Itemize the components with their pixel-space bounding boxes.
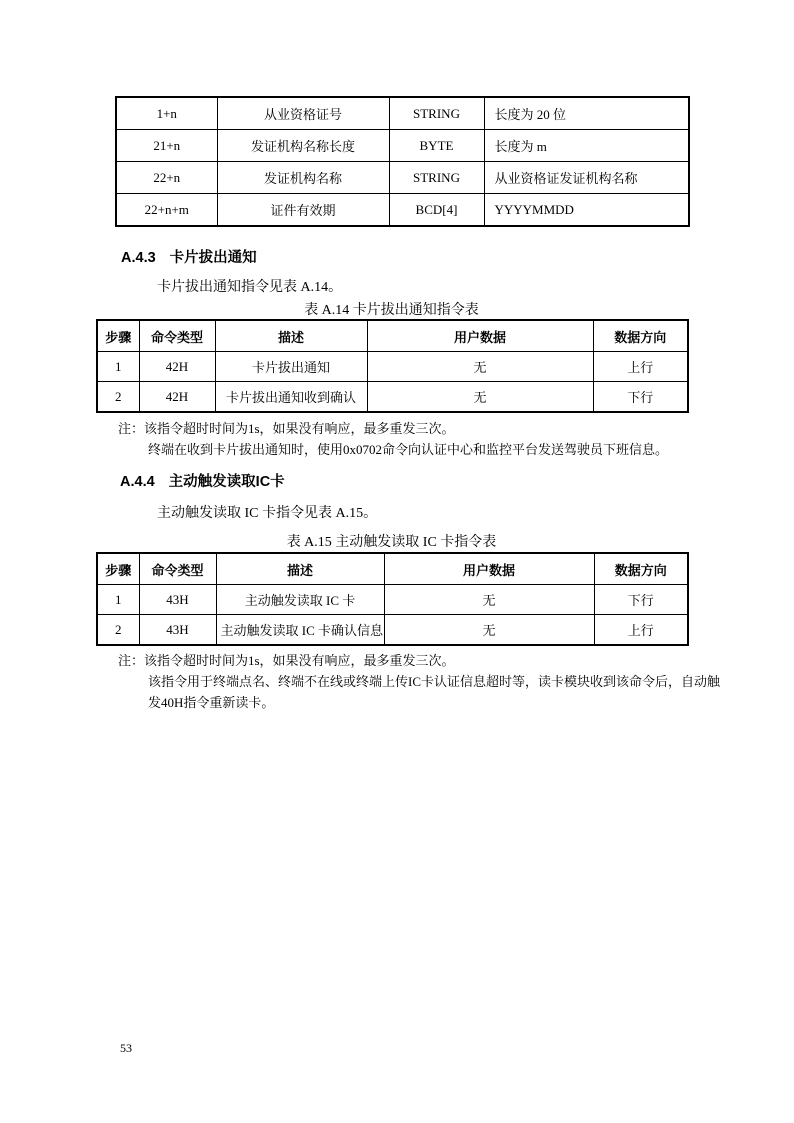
table-a14-caption: 表 A.14 卡片拔出通知指令表 [304,303,479,318]
field-type: BYTE [389,130,484,162]
table-a14-note-line2: 终端在收到卡片拔出通知时，使用0x0702命令向认证中心和监控平台发送驾驶员下班信息。 [148,442,669,457]
col-header-description: 描述 [215,320,367,352]
table-row [116,97,689,130]
section-heading-a44 [120,470,285,491]
field-type: STRING [389,162,484,194]
col-header-cmd-type: 命令类型 [139,320,215,352]
table-a14 [96,319,689,413]
col-header-description: 描述 [216,553,384,585]
section-number: A.4.4 [120,474,155,490]
table-a15-note-line1: 注：该指令超时时间为1s，如果没有响应，最多重发三次。 [118,653,455,668]
cell-step: 2 [97,615,139,646]
table-header-row [97,320,688,352]
cell-cmd-type: 42H [139,352,215,382]
field-name: 从业资格证号 [217,97,389,130]
page-number: 53 [120,1041,132,1055]
cell-cmd-type: 43H [139,585,216,615]
cell-description: 卡片拔出通知收到确认 [215,382,367,413]
table-a15-note-line2: 该指令用于终端点名、终端不在线或终端上传IC卡认证信息超时等，读卡模块收到该命令后，自动触 [148,674,721,689]
cell-description: 卡片拔出通知 [215,352,367,382]
table-a15 [96,552,689,646]
field-definition-table [115,96,690,227]
cell-step: 1 [97,352,139,382]
section-a43-intro: 卡片拔出通知指令见表 A.14。 [157,280,343,295]
field-desc: 长度为 m [484,130,689,162]
section-a44-intro: 主动触发读取 IC 卡指令见表 A.15。 [157,506,378,521]
col-header-user-data: 用户数据 [384,553,594,585]
section-heading-a43 [121,246,257,267]
table-a14-note-line1: 注：该指令超时时间为1s，如果没有响应，最多重发三次。 [118,421,455,436]
table-row [116,194,689,227]
field-offset: 22+n+m [116,194,217,227]
table-row [97,352,688,382]
field-offset: 22+n [116,162,217,194]
cell-step: 2 [97,382,139,413]
cell-direction: 上行 [594,615,688,646]
cell-cmd-type: 42H [139,382,215,413]
cell-direction: 下行 [594,585,688,615]
col-header-cmd-type: 命令类型 [139,553,216,585]
table-row [116,162,689,194]
cell-user-data: 无 [367,382,593,413]
section-title: 卡片拔出通知 [169,250,257,266]
cell-user-data: 无 [367,352,593,382]
field-desc: 长度为 20 位 [484,97,689,130]
field-type: BCD[4] [389,194,484,227]
cell-direction: 下行 [593,382,688,413]
table-row [97,615,688,646]
col-header-step: 步骤 [97,320,139,352]
cell-description: 主动触发读取 IC 卡 [216,585,384,615]
section-title: 主动触发读取IC卡 [168,474,285,490]
field-type: STRING [389,97,484,130]
field-name: 发证机构名称 [217,162,389,194]
field-offset: 1+n [116,97,217,130]
table-row [116,130,689,162]
field-offset: 21+n [116,130,217,162]
cell-cmd-type: 43H [139,615,216,646]
field-name: 发证机构名称长度 [217,130,389,162]
cell-user-data: 无 [384,615,594,646]
table-row [97,585,688,615]
col-header-step: 步骤 [97,553,139,585]
section-number: A.4.3 [121,250,156,266]
cell-step: 1 [97,585,139,615]
cell-user-data: 无 [384,585,594,615]
table-row [97,382,688,413]
table-header-row [97,553,688,585]
table-a15-caption: 表 A.15 主动触发读取 IC 卡指令表 [286,535,497,550]
cell-description: 主动触发读取 IC 卡确认信息 [216,615,384,646]
col-header-direction: 数据方向 [593,320,688,352]
col-header-direction: 数据方向 [594,553,688,585]
field-desc: YYYYMMDD [484,194,689,227]
table-a15-note-line3: 发40H指令重新读卡。 [148,695,275,710]
col-header-user-data: 用户数据 [367,320,593,352]
field-name: 证件有效期 [217,194,389,227]
field-desc: 从业资格证发证机构名称 [484,162,689,194]
cell-direction: 上行 [593,352,688,382]
